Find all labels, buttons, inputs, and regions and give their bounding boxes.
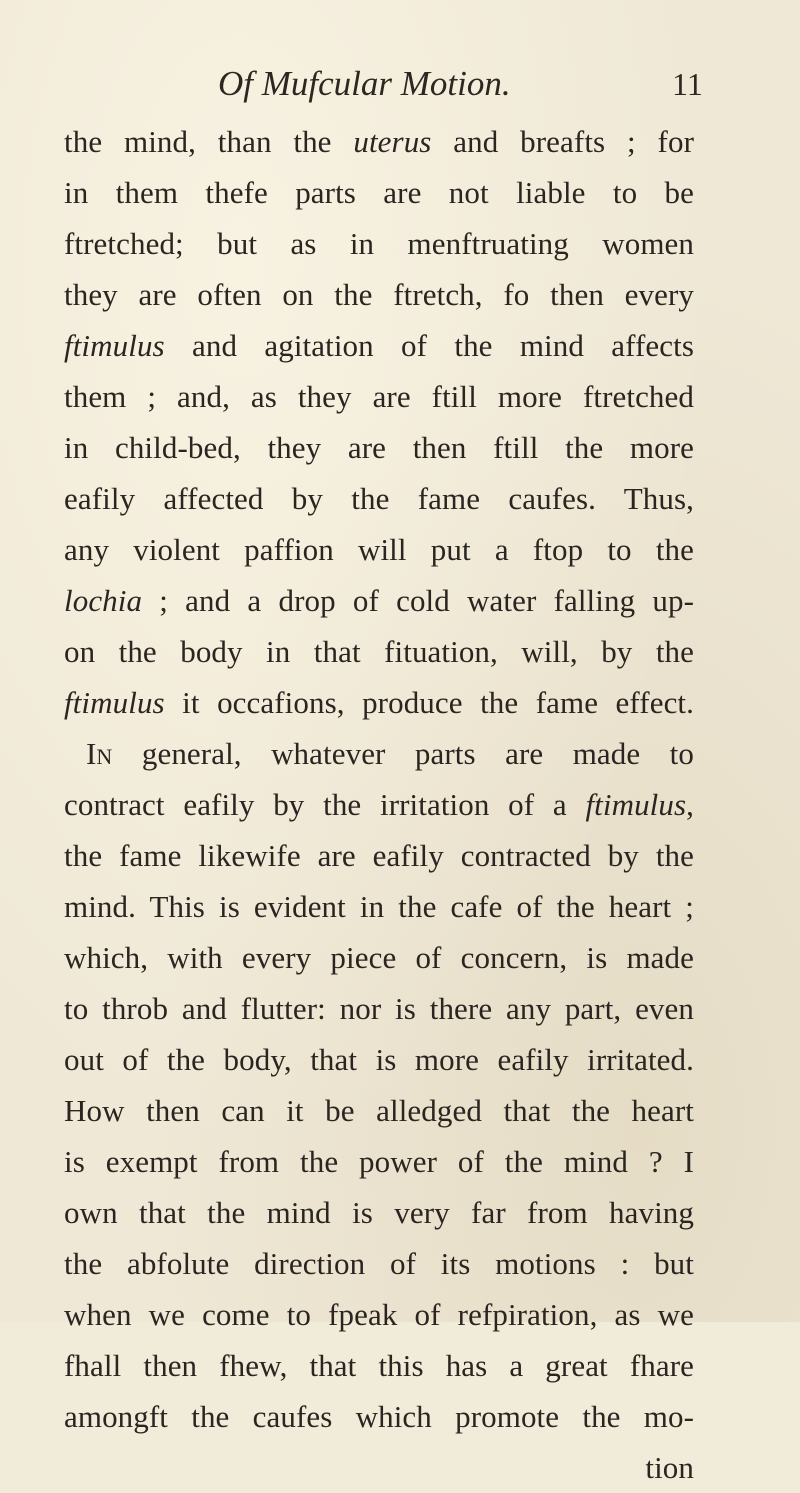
text-segment: , <box>686 787 694 822</box>
text-line <box>64 1187 694 1238</box>
text-line <box>64 524 694 575</box>
text-line <box>64 881 694 932</box>
text-segment: when we come to fpeak of refpiration, as we <box>64 1297 694 1332</box>
text-line <box>64 575 694 626</box>
text-segment: which, with every piece of concern, is made <box>64 940 694 975</box>
text-segment: any violent paffion will put a ftop to the <box>64 532 694 567</box>
text-segment: the fame likewife are eafily contracted by the <box>64 838 694 873</box>
text-line <box>64 269 694 320</box>
text-segment: ; and a drop of cold water falling up- <box>142 583 694 618</box>
text-segment: it occafions, produce the fame effect. <box>164 685 694 720</box>
italic-term: ftimulus <box>585 787 687 822</box>
text-line <box>64 167 694 218</box>
small-caps-word: In <box>86 736 113 771</box>
text-segment: ftretched; but as in menftruating women <box>64 226 694 261</box>
italic-term: ftimulus <box>64 685 165 720</box>
text-line <box>64 830 694 881</box>
text-line <box>64 218 694 269</box>
text-line <box>64 779 694 830</box>
text-segment: own that the mind is very far from having <box>64 1195 694 1230</box>
text-line <box>64 626 694 677</box>
text-line <box>64 1442 694 1493</box>
text-line <box>64 116 694 167</box>
text-segment: in them thefe parts are not liable to be <box>64 175 694 210</box>
text-segment: is exempt from the power of the mind ? I <box>64 1144 694 1179</box>
text-segment: general, whatever parts are made to <box>112 736 694 771</box>
text-segment: the abfolute direction of its motions : but <box>64 1246 694 1281</box>
text-line <box>64 1238 694 1289</box>
page-number: 11 <box>672 66 703 102</box>
italic-term: ftimulus <box>64 328 165 363</box>
text-segment: eafily affected by the fame caufes. Thus, <box>64 481 694 516</box>
text-segment: and breafts ; for <box>431 124 694 159</box>
text-segment: they are often on the ftretch, fo then every <box>64 277 694 312</box>
text-segment: amongft the caufes which promote the mo- <box>64 1399 694 1434</box>
italic-term: lochia <box>64 583 143 618</box>
text-segment: How then can it be alledged that the heart <box>64 1093 694 1128</box>
text-line <box>64 728 694 779</box>
text-segment: fhall then fhew, that this has a great fhare <box>64 1348 694 1383</box>
text-line <box>64 1034 694 1085</box>
body-text <box>64 116 694 1493</box>
text-line <box>64 371 694 422</box>
text-line <box>64 1289 694 1340</box>
text-line <box>64 677 694 728</box>
text-segment: to throb and flutter: nor is there any part, even <box>64 991 694 1026</box>
text-segment: on the body in that fituation, will, by the <box>64 634 694 669</box>
text-segment: mind. This is evident in the cafe of the heart ; <box>64 889 694 924</box>
text-segment: and agitation of the mind affects <box>164 328 694 363</box>
text-segment: contract eafily by the irritation of a <box>64 787 586 822</box>
text-line <box>64 983 694 1034</box>
running-title: Of Mufcular Motion. <box>218 64 511 103</box>
text-segment: in child-bed, they are then ftill the more <box>64 430 694 465</box>
text-line <box>64 932 694 983</box>
italic-term: uterus <box>353 124 432 159</box>
text-line <box>64 422 694 473</box>
text-line <box>64 1085 694 1136</box>
text-line <box>64 1391 694 1442</box>
text-line <box>64 473 694 524</box>
text-segment: them ; and, as they are ftill more ftretched <box>64 379 694 414</box>
text-segment: the mind, than the <box>64 124 354 159</box>
text-line <box>64 1136 694 1187</box>
text-segment: tion <box>645 1450 694 1485</box>
page-header <box>0 62 800 106</box>
text-segment: out of the body, that is more eafily irritated. <box>64 1042 694 1077</box>
text-line <box>64 320 694 371</box>
text-line <box>64 1340 694 1391</box>
